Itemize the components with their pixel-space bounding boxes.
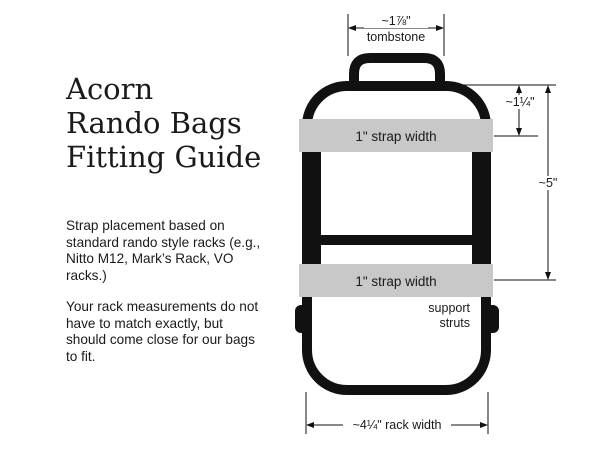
support-struts-label-line1: support bbox=[428, 301, 470, 315]
title-line-1: Acorn bbox=[66, 72, 154, 106]
strap-top-label: 1" strap width bbox=[355, 129, 437, 144]
fit-tolerance-note: Your rack measurements do not have to match exactly, but should come close for our bags to fit. bbox=[66, 299, 259, 364]
tombstone-label: tombstone bbox=[366, 30, 426, 44]
title-line-2: Rando Bags bbox=[66, 106, 242, 140]
title-line-3: Fitting Guide bbox=[66, 140, 262, 174]
strap-top-dimension bbox=[516, 85, 522, 136]
support-strut-left bbox=[295, 305, 311, 333]
support-strut-right bbox=[483, 305, 499, 333]
strap-top-dimension-label: ~1¼" bbox=[505, 95, 535, 109]
rack-width-dimension-label: ~4¼" rack width bbox=[352, 418, 442, 432]
support-struts-label-line2: struts bbox=[439, 316, 470, 330]
tombstone bbox=[354, 58, 440, 84]
tombstone-dimension-label: ~1⅞" bbox=[381, 14, 411, 28]
strap-spacing-dimension-label: ~5" bbox=[538, 176, 558, 190]
rack-frame bbox=[307, 58, 486, 390]
strap-placement-note: Strap placement based on standard rando style racks (e.g., Nitto M12, Mark’s Rack, VO racks.) bbox=[66, 218, 261, 283]
strap-bottom-label: 1" strap width bbox=[355, 274, 437, 289]
